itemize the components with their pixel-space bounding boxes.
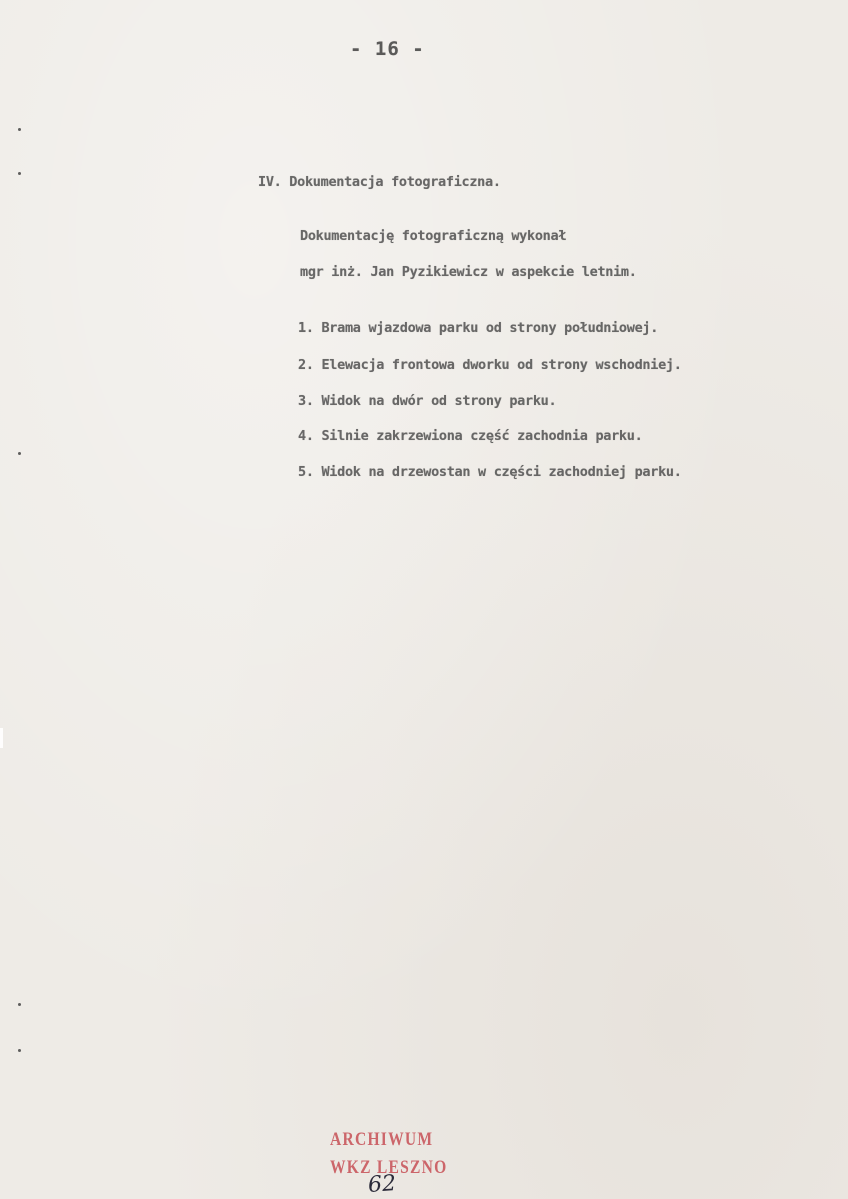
- page-number: - 16 -: [350, 38, 425, 60]
- photo-list-item: 2. Elewacja frontowa dworku od strony wschodniej.: [298, 357, 682, 373]
- photo-list-item: 5. Widok na drzewostan w części zachodniej parku.: [298, 464, 682, 480]
- handwritten-archive-number: 62: [367, 1171, 397, 1198]
- photo-list-item: 3. Widok na dwór od strony parku.: [298, 393, 557, 409]
- photo-list-item: 4. Silnie zakrzewiona część zachodnia parku.: [298, 428, 643, 444]
- punch-hole-mark: [18, 128, 21, 131]
- punch-hole-mark: [18, 1049, 21, 1052]
- stamp-line-archive: ARCHIWUM: [330, 1129, 434, 1150]
- intro-line: Dokumentację fotograficzną wykonał: [300, 228, 567, 244]
- stamp-line-office: WKZ LESZNO: [330, 1157, 448, 1178]
- punch-hole-mark: [18, 452, 21, 455]
- intro-line: mgr inż. Jan Pyzikiewicz w aspekcie letnim.: [300, 264, 637, 280]
- section-heading: IV. Dokumentacja fotograficzna.: [258, 174, 501, 190]
- photo-list-item: 1. Brama wjazdowa parku od strony południowej.: [298, 320, 659, 336]
- edge-scan-mark: [0, 728, 3, 748]
- punch-hole-mark: [18, 172, 21, 175]
- punch-hole-mark: [18, 1003, 21, 1006]
